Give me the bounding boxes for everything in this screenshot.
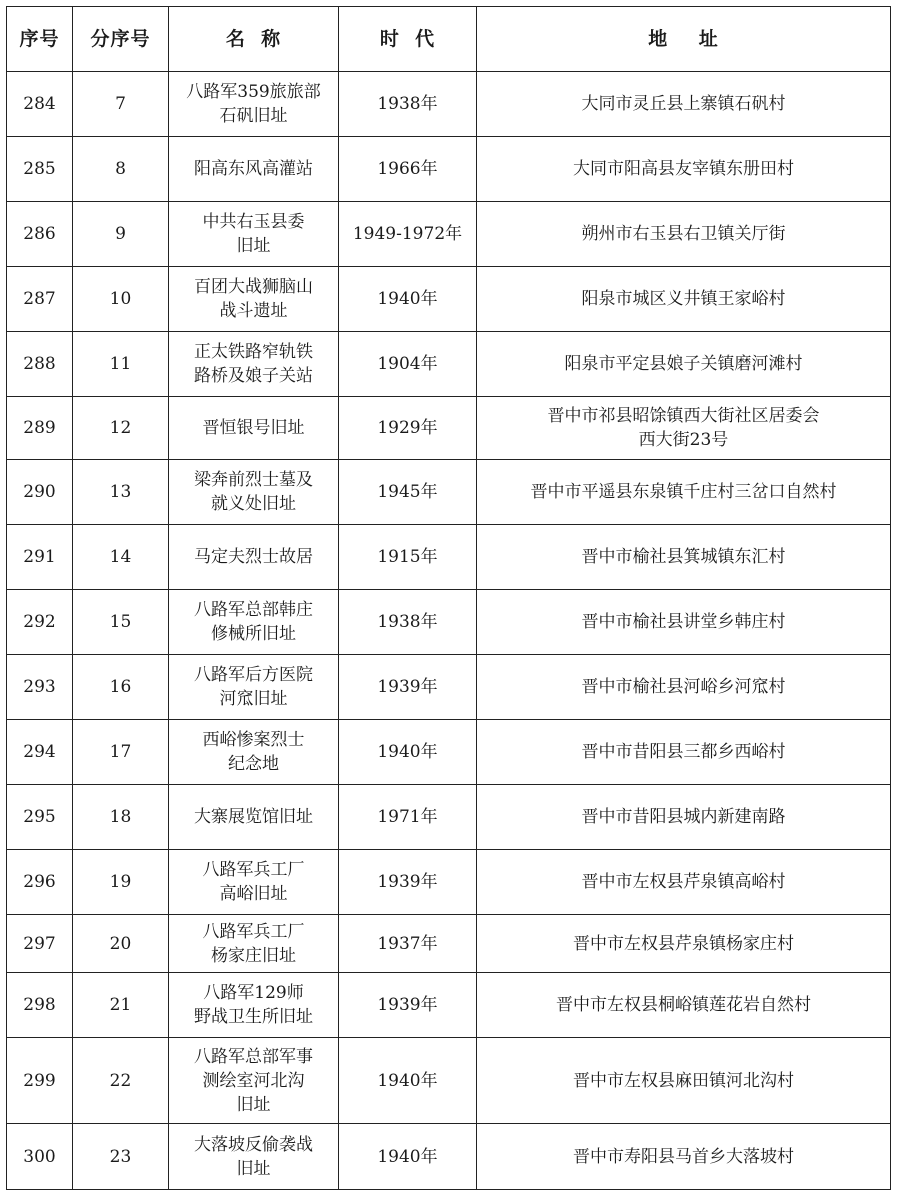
- cell-address: 晋中市榆社县箕城镇东汇村: [477, 525, 891, 590]
- cell-era: 1940年: [339, 267, 477, 332]
- cell-sub-no: 13: [73, 460, 169, 525]
- table-row: [7, 915, 891, 973]
- cell-address: 晋中市寿阳县马首乡大落坡村: [477, 1124, 891, 1190]
- cell-no: 284: [7, 72, 73, 137]
- header-era: 时 代: [339, 7, 477, 72]
- cell-sub-no: 20: [73, 915, 169, 973]
- cell-no: 287: [7, 267, 73, 332]
- table-row: [7, 1038, 891, 1124]
- cell-sub-no: 18: [73, 785, 169, 850]
- header-row: [7, 7, 891, 72]
- cell-era: 1904年: [339, 332, 477, 397]
- cell-era: 1915年: [339, 525, 477, 590]
- cell-era: 1938年: [339, 590, 477, 655]
- cell-no: 297: [7, 915, 73, 973]
- cell-address: 晋中市左权县芹泉镇高峪村: [477, 850, 891, 915]
- cell-sub-no: 23: [73, 1124, 169, 1190]
- cell-sub-no: 19: [73, 850, 169, 915]
- table-row: [7, 332, 891, 397]
- cell-no: 295: [7, 785, 73, 850]
- table-row: [7, 460, 891, 525]
- cell-name: 晋恒银号旧址: [169, 397, 339, 460]
- cell-address: 大同市阳高县友宰镇东册田村: [477, 137, 891, 202]
- cell-era: 1971年: [339, 785, 477, 850]
- document-page: [6, 6, 890, 1190]
- cell-name: 西峪惨案烈士 纪念地: [169, 720, 339, 785]
- cell-address: 晋中市左权县桐峪镇莲花岩自然村: [477, 973, 891, 1038]
- heritage-sites-table: [6, 6, 891, 1190]
- table-row: [7, 973, 891, 1038]
- cell-no: 291: [7, 525, 73, 590]
- cell-address: 阳泉市平定县娘子关镇磨河滩村: [477, 332, 891, 397]
- cell-no: 290: [7, 460, 73, 525]
- cell-no: 292: [7, 590, 73, 655]
- cell-sub-no: 11: [73, 332, 169, 397]
- table-row: [7, 72, 891, 137]
- cell-era: 1940年: [339, 720, 477, 785]
- cell-era: 1939年: [339, 850, 477, 915]
- table-row: [7, 202, 891, 267]
- cell-name: 八路军兵工厂 高峪旧址: [169, 850, 339, 915]
- cell-era: 1929年: [339, 397, 477, 460]
- cell-sub-no: 22: [73, 1038, 169, 1124]
- cell-no: 294: [7, 720, 73, 785]
- cell-sub-no: 16: [73, 655, 169, 720]
- cell-name: 八路军总部军事 测绘室河北沟 旧址: [169, 1038, 339, 1124]
- cell-sub-no: 7: [73, 72, 169, 137]
- cell-name: 八路军总部韩庄 修械所旧址: [169, 590, 339, 655]
- cell-no: 286: [7, 202, 73, 267]
- cell-name: 大落坡反偷袭战 旧址: [169, 1124, 339, 1190]
- cell-sub-no: 10: [73, 267, 169, 332]
- table-row: [7, 785, 891, 850]
- cell-era: 1940年: [339, 1124, 477, 1190]
- cell-name: 八路军兵工厂 杨家庄旧址: [169, 915, 339, 973]
- table-row: [7, 1124, 891, 1190]
- cell-address: 晋中市昔阳县城内新建南路: [477, 785, 891, 850]
- header-name: 名 称: [169, 7, 339, 72]
- cell-sub-no: 17: [73, 720, 169, 785]
- cell-name: 百团大战狮脑山 战斗遗址: [169, 267, 339, 332]
- cell-sub-no: 14: [73, 525, 169, 590]
- cell-address: 晋中市平遥县东泉镇千庄村三岔口自然村: [477, 460, 891, 525]
- cell-name: 大寨展览馆旧址: [169, 785, 339, 850]
- cell-name: 正太铁路窄轨铁 路桥及娘子关站: [169, 332, 339, 397]
- cell-no: 299: [7, 1038, 73, 1124]
- cell-name: 马定夫烈士故居: [169, 525, 339, 590]
- cell-address: 晋中市昔阳县三都乡西峪村: [477, 720, 891, 785]
- cell-sub-no: 15: [73, 590, 169, 655]
- cell-address: 晋中市左权县芹泉镇杨家庄村: [477, 915, 891, 973]
- table-row: [7, 590, 891, 655]
- cell-no: 289: [7, 397, 73, 460]
- cell-era: 1945年: [339, 460, 477, 525]
- cell-name: 中共右玉县委 旧址: [169, 202, 339, 267]
- table-row: [7, 720, 891, 785]
- cell-address: 大同市灵丘县上寨镇石矾村: [477, 72, 891, 137]
- header-sub-no: 分序号: [73, 7, 169, 72]
- cell-no: 288: [7, 332, 73, 397]
- cell-address: 晋中市榆社县讲堂乡韩庄村: [477, 590, 891, 655]
- cell-name: 梁奔前烈士墓及 就义处旧址: [169, 460, 339, 525]
- cell-era: 1939年: [339, 973, 477, 1038]
- table-row: [7, 525, 891, 590]
- header-address: 地 址: [477, 7, 891, 72]
- table-row: [7, 267, 891, 332]
- cell-era: 1938年: [339, 72, 477, 137]
- table-row: [7, 655, 891, 720]
- table-body: [7, 72, 891, 1190]
- header-no: 序号: [7, 7, 73, 72]
- cell-address: 晋中市榆社县河峪乡河窊村: [477, 655, 891, 720]
- cell-no: 293: [7, 655, 73, 720]
- table-row: [7, 850, 891, 915]
- cell-name: 八路军359旅旅部 石矾旧址: [169, 72, 339, 137]
- cell-address: 晋中市左权县麻田镇河北沟村: [477, 1038, 891, 1124]
- cell-era: 1966年: [339, 137, 477, 202]
- cell-name: 八路军129师 野战卫生所旧址: [169, 973, 339, 1038]
- table-row: [7, 137, 891, 202]
- cell-era: 1937年: [339, 915, 477, 973]
- cell-name: 八路军后方医院 河窊旧址: [169, 655, 339, 720]
- cell-no: 300: [7, 1124, 73, 1190]
- cell-no: 285: [7, 137, 73, 202]
- cell-sub-no: 8: [73, 137, 169, 202]
- cell-no: 298: [7, 973, 73, 1038]
- cell-address: 晋中市祁县昭馀镇西大街社区居委会 西大街23号: [477, 397, 891, 460]
- cell-era: 1939年: [339, 655, 477, 720]
- cell-era: 1949-1972年: [339, 202, 477, 267]
- cell-address: 朔州市右玉县右卫镇关厅街: [477, 202, 891, 267]
- cell-sub-no: 12: [73, 397, 169, 460]
- cell-sub-no: 9: [73, 202, 169, 267]
- cell-address: 阳泉市城区义井镇王家峪村: [477, 267, 891, 332]
- cell-name: 阳高东风高灌站: [169, 137, 339, 202]
- cell-era: 1940年: [339, 1038, 477, 1124]
- cell-sub-no: 21: [73, 973, 169, 1038]
- table-row: [7, 397, 891, 460]
- cell-no: 296: [7, 850, 73, 915]
